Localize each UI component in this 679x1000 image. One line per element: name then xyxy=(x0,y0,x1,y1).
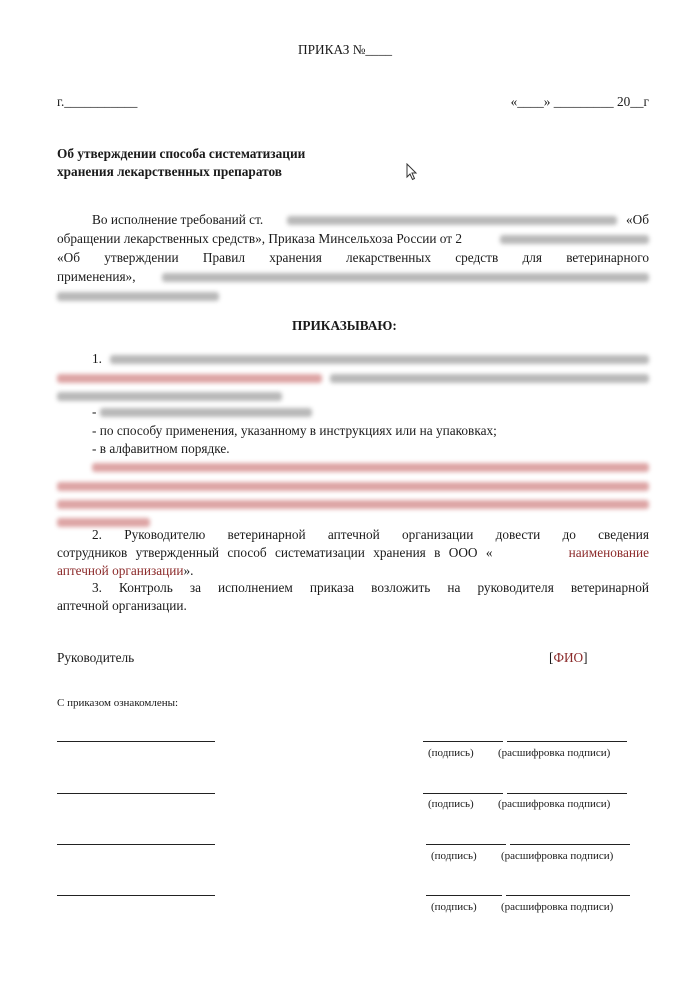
decode-caption: (расшифровка подписи) xyxy=(498,798,611,810)
signature-caption: (подпись) xyxy=(428,747,474,759)
item-2-line-3 xyxy=(57,562,194,580)
redacted-text xyxy=(110,355,649,364)
redacted-text xyxy=(57,392,282,401)
organization-name-placeholder: наименование xyxy=(568,545,649,560)
decode-caption: (расшифровка подписи) xyxy=(501,850,614,862)
item-2-line-2 xyxy=(57,544,649,562)
name-line xyxy=(57,793,215,794)
preamble-line-1 xyxy=(92,211,263,229)
subject-line-2: хранения лекарственных препаратов xyxy=(57,164,282,179)
document-title: ПРИКАЗ №____ xyxy=(298,42,393,57)
item-1-number: 1. xyxy=(92,351,102,366)
preamble-text: Во исполнение требований ст. xyxy=(92,212,264,227)
item-3-line-2: аптечной организации. xyxy=(57,598,187,613)
signature-line xyxy=(426,844,506,845)
signature-line xyxy=(426,895,502,896)
preamble-line-3: «Об утверждении Правил хранения лекарственных средств для ветеринарного xyxy=(57,250,649,265)
date-field: «____» _________ 20__г xyxy=(510,94,649,109)
subject-line-1: Об утверждении способа систематизации xyxy=(57,146,306,161)
decode-caption: (расшифровка подписи) xyxy=(498,747,611,759)
decode-line xyxy=(506,895,630,896)
decode-line xyxy=(507,793,627,794)
signature-caption: (подпись) xyxy=(431,901,477,913)
item-2-text: ». xyxy=(183,563,194,578)
redacted-text xyxy=(57,500,649,509)
name-line xyxy=(57,741,215,742)
signature-line xyxy=(423,793,503,794)
signer-name-placeholder: ФИО xyxy=(553,650,584,665)
redacted-text xyxy=(100,408,312,417)
decode-line xyxy=(510,844,630,845)
redacted-text xyxy=(287,216,617,225)
item-1-dash: - xyxy=(92,404,97,419)
name-line xyxy=(57,844,215,845)
redacted-text xyxy=(92,463,649,472)
redacted-text xyxy=(57,292,219,301)
redacted-text xyxy=(500,235,649,244)
signature-line xyxy=(423,741,503,742)
item-1-bullet-3: - в алфавитном порядке. xyxy=(92,441,230,456)
decode-line xyxy=(507,741,627,742)
redacted-text xyxy=(162,273,649,282)
redacted-text xyxy=(330,374,649,383)
mouse-cursor-icon xyxy=(406,163,418,181)
city-field: г.___________ xyxy=(57,94,138,109)
item-2-text: сотрудников утвержденный способ систематизации хранения в ООО « xyxy=(57,545,493,560)
redacted-text xyxy=(57,482,649,491)
item-2-line-1: 2. Руководителю ветеринарной аптечной организации довести до сведения xyxy=(92,527,649,542)
acknowledged-label: С приказом ознакомлены: xyxy=(57,697,179,709)
signer-label: Руководитель xyxy=(57,650,135,665)
name-line xyxy=(57,895,215,896)
organization-name-placeholder: аптечной организации xyxy=(57,563,184,578)
signature-caption: (подпись) xyxy=(431,850,477,862)
order-heading: ПРИКАЗЫВАЮ: xyxy=(292,318,397,333)
signer-name xyxy=(549,649,588,667)
item-3-line-1: 3. Контроль за исполнением приказа возложить на руководителя ветеринарной xyxy=(92,580,649,595)
item-1-bullet-2: - по способу применения, указанному в инструкциях или на упаковках; xyxy=(92,423,497,438)
preamble-line-2: обращении лекарственных средств», Приказа Минсельхоза России от 2 xyxy=(57,231,463,246)
signature-caption: (подпись) xyxy=(428,798,474,810)
preamble-line-4: применения», xyxy=(57,269,136,284)
decode-caption: (расшифровка подписи) xyxy=(501,901,614,913)
redacted-text xyxy=(57,374,322,383)
bracket: [ xyxy=(549,650,554,665)
bracket: ] xyxy=(583,650,588,665)
preamble-text: «Об xyxy=(625,212,649,227)
